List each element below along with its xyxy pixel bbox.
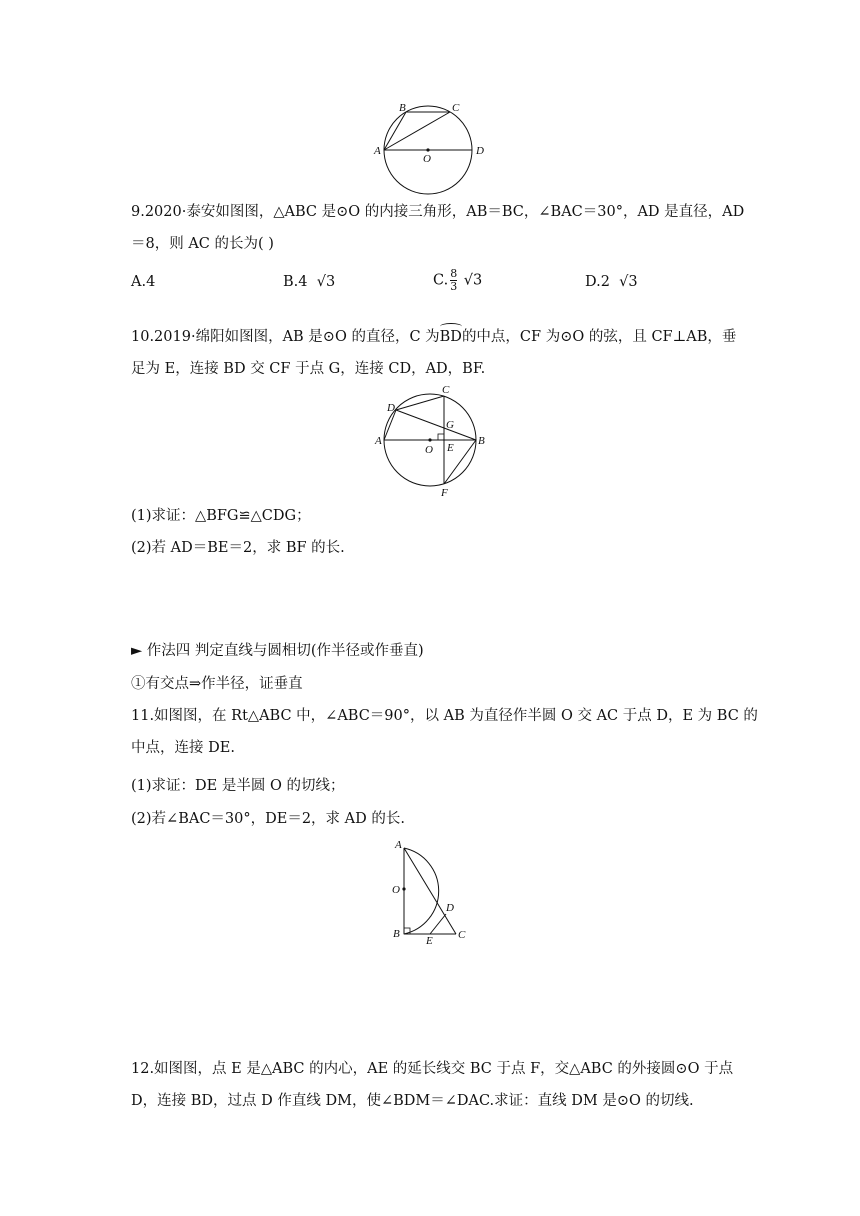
label-B: B xyxy=(478,435,485,447)
figure-q11 xyxy=(388,836,478,948)
figure-q9 xyxy=(370,98,500,198)
label-O: O xyxy=(425,444,433,456)
label-D: D xyxy=(387,402,395,414)
label-C: C xyxy=(442,384,450,396)
q10-sub1: (1)求证：△BFG≌△CDG； xyxy=(131,508,311,524)
q9-line1: 9.2020·泰安如图图，△ABC 是⊙O 的内接三角形，AB＝BC，∠BAC＝30°，AD 是直径，AD xyxy=(131,204,745,220)
q9-option-a: A.4 xyxy=(131,274,156,290)
label-O: O xyxy=(423,153,431,165)
q9-line2: ＝8，则 AC 的长为( ) xyxy=(131,236,274,252)
label-E: E xyxy=(426,935,433,947)
q11-sub1: (1)求证：DE 是半圆 O 的切线； xyxy=(131,778,345,794)
label-A: A xyxy=(395,839,402,851)
q10-line1: 10.2019·绵阳如图图，AB 是⊙O 的直径，C 为BD的中点，CF 为⊙O 的弦，且 CF⊥AB，垂 xyxy=(131,329,737,345)
arc-bd: BD xyxy=(439,329,462,345)
q9-option-c: C. $\frac{8}{3}$ √3 xyxy=(433,267,483,293)
label-A: A xyxy=(375,435,382,447)
q11-line1: 11.如图图，在 Rt△ABC 中，∠ABC＝90°，以 AB 为直径作半圆 O 交 AC 于点 D，E 为 BC 的 xyxy=(131,708,758,724)
q12-line2: D，连接 BD，过点 D 作直线 DM，使∠BDM＝∠DAC.求证：直线 DM 是⊙O 的切线. xyxy=(131,1093,694,1109)
q11-line2: 中点，连接 DE. xyxy=(131,740,235,756)
q9-option-d: D.2 √3 xyxy=(585,274,638,290)
label-O: O xyxy=(392,884,400,896)
label-E: E xyxy=(447,442,454,454)
label-D: D xyxy=(476,145,484,157)
q12-line1: 12.如图图，点 E 是△ABC 的内心，AE 的延长线交 BC 于点 F，交△ABC 的外接圆⊙O 于点 xyxy=(131,1061,734,1077)
label-B: B xyxy=(393,928,400,940)
label-C: C xyxy=(458,929,466,941)
label-A: A xyxy=(374,145,381,157)
label-B: B xyxy=(399,102,406,114)
q9-option-b: B.4 √3 xyxy=(283,274,336,290)
label-D: D xyxy=(446,902,454,914)
q10-line2: 足为 E，连接 BD 交 CF 于点 G，连接 CD，AD，BF. xyxy=(131,361,486,377)
figure-q10 xyxy=(372,383,492,498)
label-G: G xyxy=(446,419,454,431)
method4-heading: ► 作法四 判定直线与圆相切(作半径或作垂直) xyxy=(131,643,424,659)
label-C: C xyxy=(452,102,460,114)
q11-sub2: (2)若∠BAC＝30°，DE＝2，求 AD 的长. xyxy=(131,811,405,827)
label-F: F xyxy=(441,487,448,498)
q10-sub2: (2)若 AD＝BE＝2，求 BF 的长. xyxy=(131,540,345,556)
method4-case1: ①有交点⇒作半径，证垂直 xyxy=(131,676,303,692)
